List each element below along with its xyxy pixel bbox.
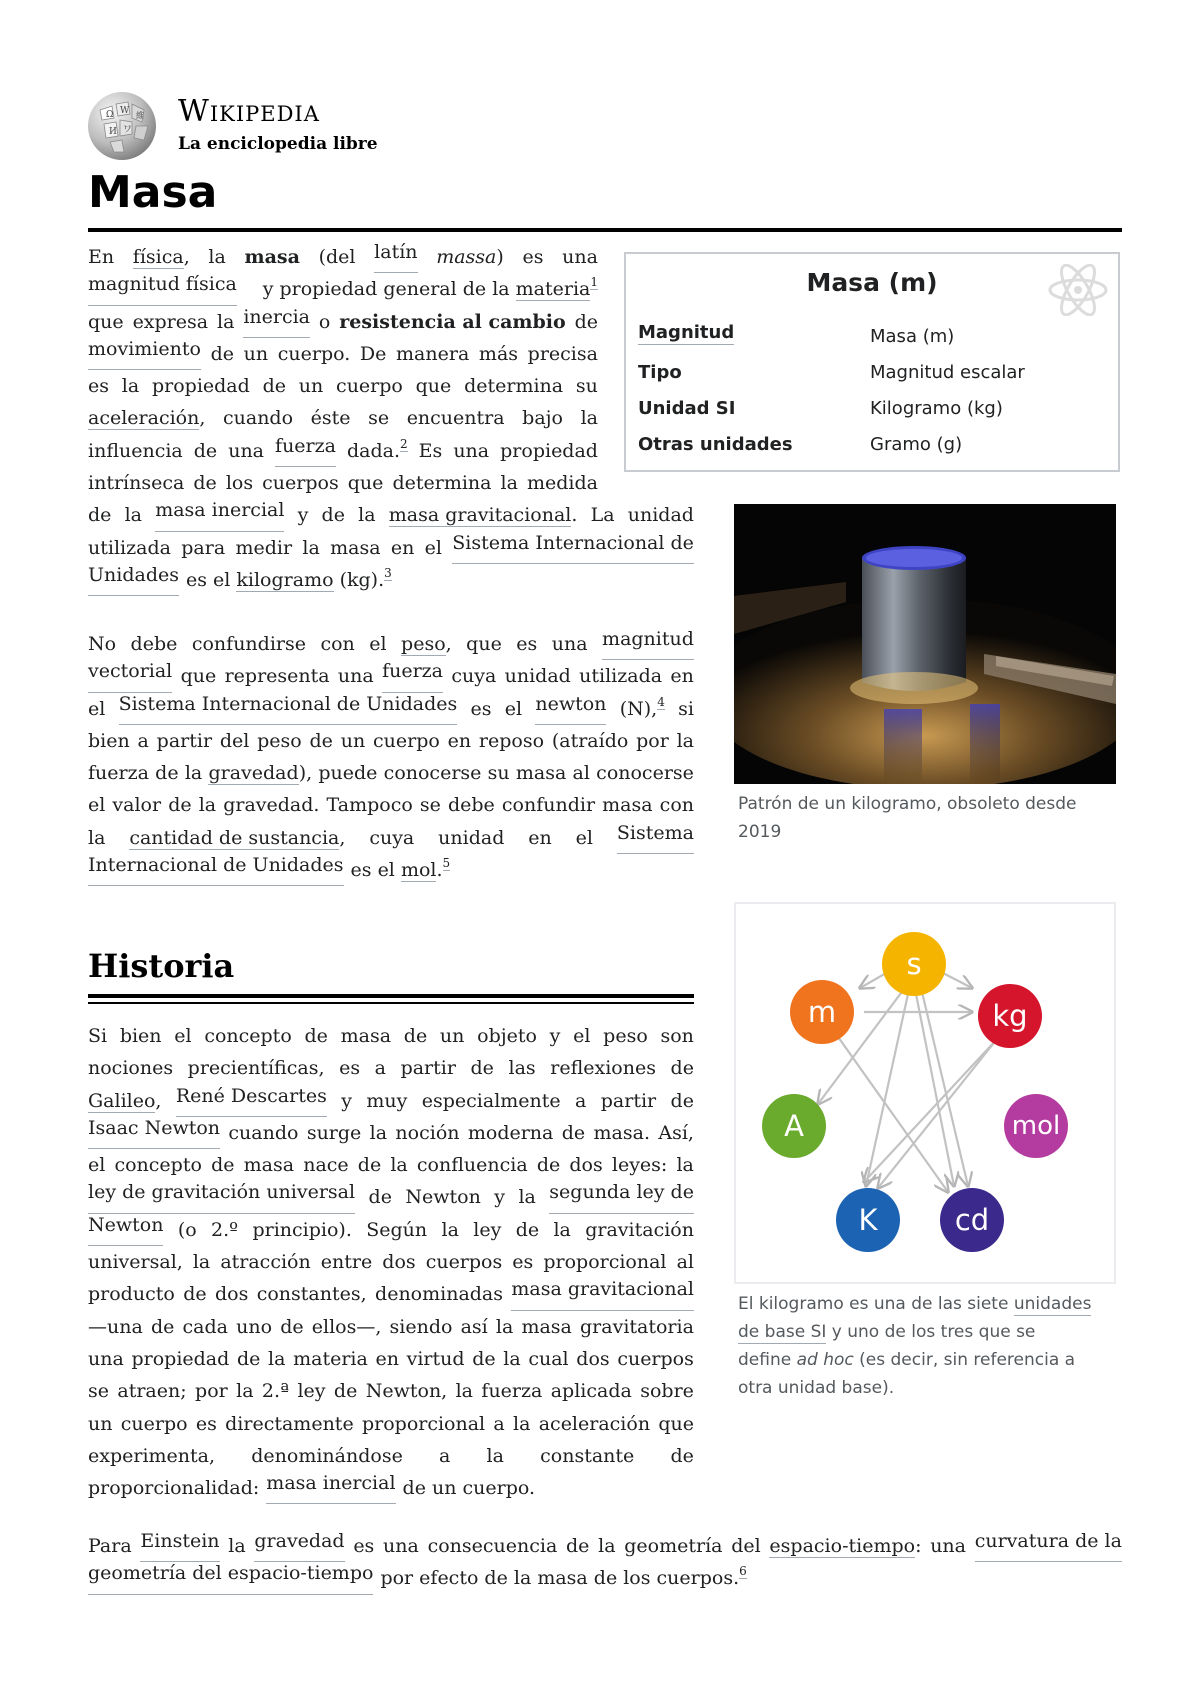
caption-line: 2019	[738, 822, 782, 842]
paragraph-line: Galileo, René Descartes y muy especialmente a partir de	[88, 1085, 694, 1117]
paragraph-line: fuerza de la gravedad), puede conocerse su masa al conocerse	[88, 762, 694, 785]
paragraph-line: —una de cada uno de ellos—, siendo así la masa gravitatoria	[88, 1315, 694, 1338]
infobox-title: Masa (m)	[806, 268, 938, 297]
link-aceleracion[interactable]: aceleración	[88, 407, 200, 430]
infobox-value-magnitud: Masa (m)	[870, 326, 955, 347]
link-rene-descartes[interactable]: René Descartes	[176, 1085, 327, 1117]
paragraph-line: el Sistema Internacional de Unidades es el newton (N),$^4$ si	[88, 693, 694, 725]
infobox-key-unidad-si[interactable]: Unidad SI	[638, 398, 736, 419]
link-movimiento[interactable]: movimiento	[88, 338, 201, 370]
link-curvatura[interactable]: curvatura de la	[975, 1530, 1122, 1562]
paragraph-line: magnitud física y propiedad general de la materia$^1$	[88, 273, 598, 305]
link-materia[interactable]: materia	[515, 278, 591, 301]
link-cantidad-de-sustancia[interactable]: cantidad de sustancia	[129, 826, 340, 849]
atom-icon	[1046, 264, 1110, 316]
section-divider	[88, 1002, 694, 1004]
peso-paragraph	[88, 628, 694, 886]
link-newton-2[interactable]: Newton	[88, 1214, 163, 1246]
link-galileo[interactable]: Galileo	[88, 1089, 156, 1112]
paragraph-line: vectorial que representa una fuerza cuya unidad utilizada en	[88, 660, 694, 692]
link-fuerza[interactable]: fuerza	[275, 435, 336, 467]
paragraph-line: geometría del espacio-tiempo por efecto de la masa de los cuerpos.$^6$	[88, 1562, 1122, 1594]
link-unidades-de-base-si[interactable]: unidades	[1013, 1294, 1092, 1314]
link-masa-gravitacional[interactable]: masa gravitacional	[388, 504, 572, 527]
link-sistema[interactable]: Sistema	[617, 822, 694, 854]
reference-6[interactable]: 6	[739, 1564, 747, 1579]
paragraph-line: una propiedad de la materia en virtud de la cual dos cuerpos	[88, 1347, 694, 1370]
kilogram-prototype-image[interactable]	[734, 504, 1116, 784]
infobox-key-tipo: Tipo	[638, 362, 682, 383]
link-espacio-tiempo[interactable]: espacio-tiempo	[769, 1535, 916, 1557]
link-isaac-newton[interactable]: Isaac Newton	[88, 1117, 220, 1149]
paragraph-line: Newton (o 2.º principio). Según la ley de la gravitación	[88, 1214, 694, 1246]
caption-line: define ad hoc (es decir, sin referencia a	[738, 1350, 1076, 1370]
paragraph-line: bien a partir del peso de un cuerpo en reposo (atraído por la	[88, 729, 694, 752]
wikipedia-globe-icon	[86, 90, 158, 162]
einstein-paragraph	[88, 1530, 1122, 1595]
infobox-row	[638, 430, 1106, 460]
infobox-key-otras-unidades: Otras unidades	[638, 434, 793, 455]
svg-text:ワ: ワ	[123, 125, 133, 135]
caption-line: Patrón de un kilogramo, obsoleto desde	[738, 794, 1077, 814]
title-divider	[88, 228, 1122, 232]
link-base-si[interactable]: de base SI	[738, 1322, 827, 1342]
paragraph-line: nociones precientíficas, es a partir de las reflexiones de	[88, 1057, 694, 1080]
historia-paragraph	[88, 1020, 694, 1504]
link-fuerza-2[interactable]: fuerza	[382, 660, 443, 692]
paragraph-line: intrínseca de los cuerpos que determina la medida	[88, 472, 598, 495]
wikipedia-wordmark: Wikipedia	[178, 94, 320, 129]
link-masa-gravitacional-2[interactable]: masa gravitacional	[511, 1278, 694, 1310]
unit-kg-node: kg	[978, 984, 1042, 1048]
paragraph-line: producto de dos constantes, denominadas masa gravitacional	[88, 1278, 694, 1310]
section-heading-historia: Historia	[88, 947, 235, 985]
link-mol[interactable]: mol	[400, 859, 437, 882]
paragraph-line: proporcionalidad: masa inercial de un cuerpo.	[88, 1472, 694, 1504]
link-fisica[interactable]: física	[132, 246, 184, 268]
link-einstein[interactable]: Einstein	[140, 1530, 219, 1562]
link-masa-inercial-2[interactable]: masa inercial	[266, 1472, 395, 1504]
infobox-row	[638, 358, 1106, 388]
reference-2[interactable]: 2	[400, 436, 408, 451]
paragraph-line: un cuerpo es directamente proporcional a la aceleración que	[88, 1412, 694, 1435]
paragraph-line: No debe confundirse con el peso, que es una magnitud	[88, 628, 694, 660]
link-magnitud[interactable]: magnitud	[602, 628, 694, 660]
link-si-unidades[interactable]: Sistema Internacional de Unidades	[119, 693, 458, 725]
link-sistema-internacional[interactable]: Sistema Internacional de	[452, 532, 694, 564]
reference-5[interactable]: 5	[442, 856, 451, 871]
unit-k-node: K	[836, 1188, 900, 1252]
paragraph-line: En física, la masa (del latín massa) es una	[88, 241, 598, 273]
reference-4[interactable]: 4	[657, 694, 665, 709]
unit-mol-node: mol	[1004, 1094, 1068, 1158]
paragraph-line: ley de gravitación universal de Newton y la segunda ley de	[88, 1181, 694, 1213]
infobox	[624, 252, 1120, 472]
paragraph-line: Isaac Newton cuando surge la noción moderna de masa. Así,	[88, 1117, 694, 1149]
link-gravedad-2[interactable]: gravedad	[254, 1530, 344, 1562]
paragraph-line: la cantidad de sustancia, cuya unidad en el Sistema	[88, 822, 694, 854]
paragraph-line: Internacional de Unidades es el mol.$^5$	[88, 854, 694, 886]
paragraph-line: utilizada para medir la masa en el Sistema Internacional de	[88, 532, 694, 564]
paragraph-line: movimiento de un cuerpo. De manera más precisa	[88, 338, 598, 370]
link-newton[interactable]: newton	[535, 693, 606, 725]
link-unidades[interactable]: Unidades	[88, 564, 179, 596]
link-magnitud-fisica[interactable]: magnitud física	[88, 273, 237, 305]
paragraph-line: se atraen; por la 2.ª ley de Newton, la fuerza aplicada sobre	[88, 1380, 694, 1403]
link-gravedad[interactable]: gravedad	[208, 762, 299, 785]
reference-3[interactable]: 3	[384, 565, 392, 580]
infobox-row	[638, 322, 1106, 352]
link-kilogramo[interactable]: kilogramo	[236, 568, 334, 591]
unit-s-node: s	[882, 932, 946, 996]
svg-text:W: W	[120, 106, 130, 116]
paragraph-line: universal, la atracción entre dos cuerpos es proporcional al	[88, 1251, 694, 1274]
infobox-value-unidad-si[interactable]: Kilogramo (kg)	[870, 398, 1003, 419]
unit-a-node: A	[762, 1094, 826, 1158]
paragraph-line: experimenta, denominándose a la constante de	[88, 1444, 694, 1467]
link-geometria-espacio-tiempo[interactable]: geometría del espacio-tiempo	[88, 1562, 373, 1594]
paragraph-line: el concepto de masa nace de la confluencia de dos leyes: la	[88, 1154, 694, 1177]
link-ley-gravitacion-universal[interactable]: ley de gravitación universal	[88, 1181, 355, 1213]
unit-cd-node: cd	[940, 1188, 1004, 1252]
caption-line: El kilogramo es una de las siete unidades	[738, 1294, 1092, 1314]
svg-text:Ω: Ω	[106, 110, 114, 120]
paragraph-line: aceleración, cuando éste se encuentra bajo la	[88, 407, 598, 430]
wikipedia-tagline: La enciclopedia libre	[178, 134, 378, 154]
infobox-value-tipo[interactable]: Magnitud escalar	[870, 362, 1025, 383]
paragraph-line: Para Einstein la gravedad es una consecuencia de la geometría del espacio-tiempo: una curvatura de la	[88, 1530, 1122, 1562]
intro-paragraph	[88, 241, 694, 596]
link-vectorial[interactable]: vectorial	[88, 660, 172, 692]
link-masa-inercial[interactable]: masa inercial	[155, 499, 284, 531]
page-title: Masa	[88, 167, 218, 218]
paragraph-line: de la masa inercial y de la masa gravitacional. La unidad	[88, 499, 694, 531]
section-divider	[88, 994, 694, 998]
unit-nodes	[736, 904, 1114, 1282]
svg-text:維: 維	[136, 111, 144, 120]
infobox-row	[638, 394, 1106, 424]
wikipedia-logo[interactable]	[86, 88, 386, 160]
link-peso[interactable]: peso	[401, 633, 446, 655]
paragraph-line: el valor de la gravedad. Tampoco se debe confundir masa con	[88, 794, 694, 817]
paragraph-line: influencia de una fuerza dada.$^2$ Es una propiedad	[88, 435, 598, 467]
svg-text:И: И	[109, 127, 117, 137]
link-internacional-de-unidades[interactable]: Internacional de Unidades	[88, 854, 344, 886]
link-segunda-ley-newton[interactable]: segunda ley de	[549, 1181, 694, 1213]
si-base-units-diagram[interactable]	[734, 902, 1116, 1284]
paragraph-line: Si bien el concepto de masa de un objeto y el peso son	[88, 1025, 694, 1047]
link-latin[interactable]: latín	[374, 241, 417, 273]
reference-1[interactable]: 1	[590, 275, 598, 290]
paragraph-line: es la propiedad de un cuerpo que determina su	[88, 375, 598, 398]
infobox-value-otras-unidades[interactable]: Gramo (g)	[870, 434, 963, 455]
paragraph-line: Unidades es el kilogramo (kg).$^3$	[88, 564, 694, 596]
figure-1-caption	[738, 790, 1118, 846]
link-inercia[interactable]: inercia	[243, 306, 310, 338]
unit-m-node: m	[790, 980, 854, 1044]
caption-line: otra unidad base).	[738, 1378, 895, 1398]
paragraph-line: que expresa la inercia o resistencia al cambio de	[88, 306, 598, 338]
figure-2-caption	[738, 1290, 1118, 1402]
caption-line: de base SI y uno de los tres que se	[738, 1322, 1036, 1342]
infobox-key-magnitud[interactable]: Magnitud	[638, 322, 735, 343]
